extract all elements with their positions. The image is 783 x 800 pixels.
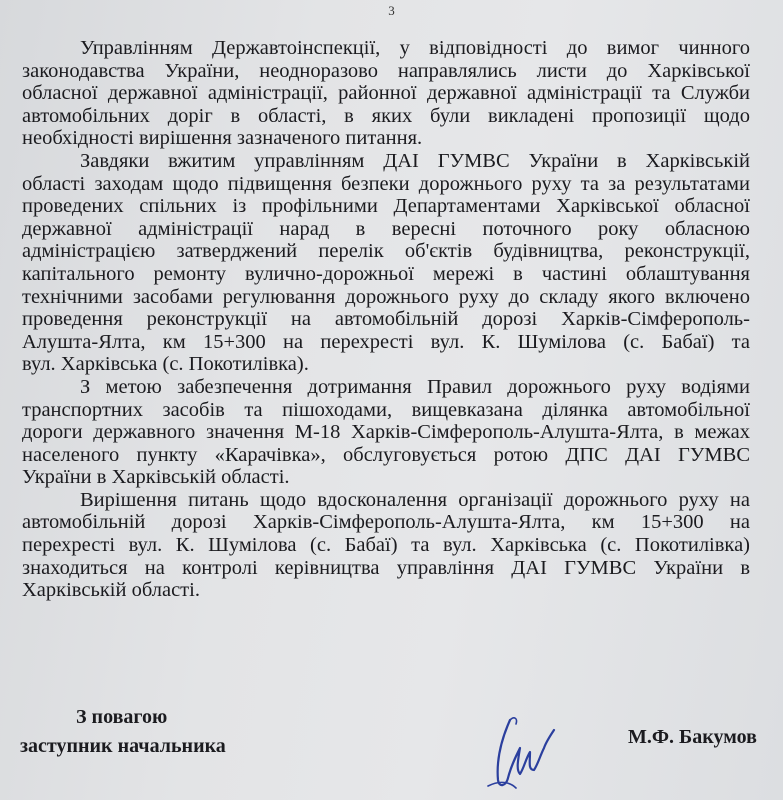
paragraph xyxy=(22,150,750,376)
paragraph xyxy=(22,376,750,489)
text-line: законодавства України, неодноразово направлялись листи до Харківської xyxy=(22,59,750,82)
text-line: знаходиться на контролі керівництва управління ДАІ ГУМВС України в xyxy=(22,556,750,579)
text-line: Вирішення питань щодо вдосконалення організації дорожнього руху на xyxy=(80,488,750,511)
signatory-name: М.Ф. Бакумов xyxy=(628,726,757,748)
text-line: проведених спільних із профільними Департаментами Харківської обласної xyxy=(22,195,750,218)
letter-body xyxy=(22,37,750,602)
text-line: автомобільних доріг в області, в яких були викладені пропозиції щодо xyxy=(22,104,750,127)
text-line: Управлінням Державтоінспекції, у відповідності до вимог чинного xyxy=(80,37,750,59)
text-line: капітального ремонту вулично-дорожньої мережі в частині облаштування xyxy=(22,262,750,285)
paragraph xyxy=(22,37,750,150)
text-line: З метою забезпечення дотримання Правил дорожнього руху водіями xyxy=(80,375,750,398)
text-line: обласної державної адміністрації, районної державної адміністрації та Служби xyxy=(22,82,750,105)
closing-regards: З повагою xyxy=(76,706,168,728)
text-line: адміністрацією затверджений перелік об'єктів будівництва, реконструкції, xyxy=(22,240,750,263)
text-line: населеного пункту «Карачівка», обслуговується ротою ДПС ДАІ ГУМВС xyxy=(22,443,750,466)
text-line: автомобільній дорозі Харків-Сімферополь-Алушта-Ялта, км 15+300 на xyxy=(22,511,750,534)
text-line: Харківській області. xyxy=(22,579,200,602)
page-number: 3 xyxy=(388,3,395,18)
text-line: транспортних засобів та пішоходами, вищевказана ділянка автомобільної xyxy=(22,398,750,421)
text-line: необхідності вирішення зазначеного питання. xyxy=(22,127,423,150)
text-line: дороги державного значення М-18 Харків-Сімферополь-Алушта-Ялта, в межах xyxy=(22,421,750,444)
text-line: вул. Харківська (с. Покотилівка). xyxy=(22,353,309,376)
text-line: перехресті вул. К. Шумілова (с. Бабаї) та вул. Харківська (с. Покотилівка) xyxy=(22,534,750,557)
text-line: України в Харківській області. xyxy=(22,466,290,489)
text-line: державної адміністрації нарад в вересні поточного року обласною xyxy=(22,217,750,240)
text-line: області заходам щодо підвищення безпеки дорожнього руху та за результатами xyxy=(22,172,750,195)
text-line: Завдяки вжитим управлінням ДАІ ГУМВС України в Харківській xyxy=(80,149,750,172)
text-line: Алушта-Ялта, км 15+300 на перехресті вул. К. Шумілова (с. Бабаї) та xyxy=(22,330,750,353)
signature-image xyxy=(480,708,560,798)
closing-position: заступник начальника xyxy=(20,735,226,757)
paragraph xyxy=(22,489,750,602)
text-line: проведення реконструкції на автомобільній дорозі Харків-Сімферополь- xyxy=(22,308,750,331)
text-line: технічними засобами регулювання дорожнього руху до складу якого включено xyxy=(22,285,750,308)
